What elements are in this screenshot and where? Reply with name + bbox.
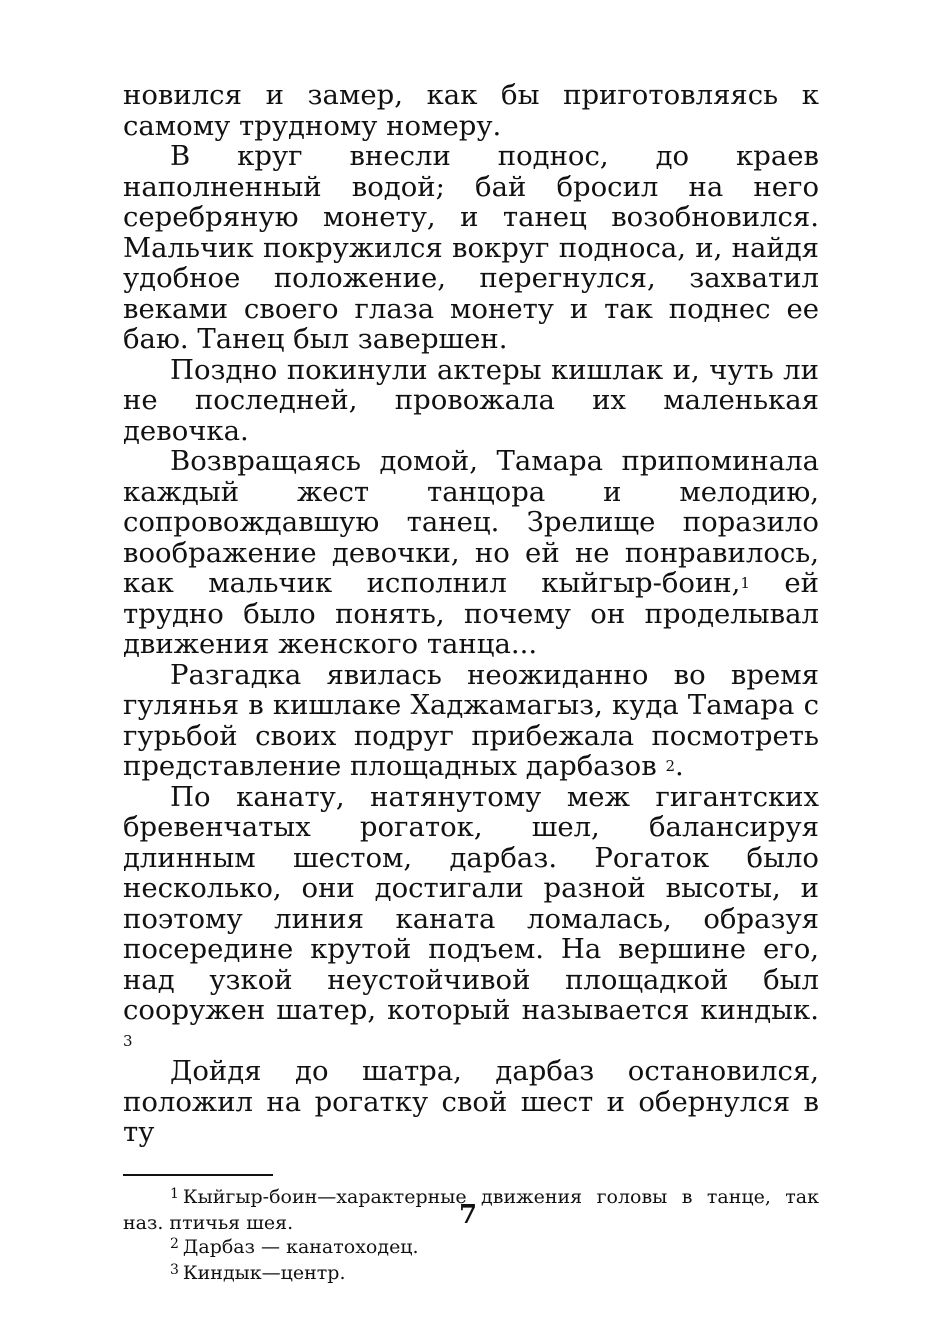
paragraph-3 <box>123 355 819 447</box>
footnote-reference: 3 <box>123 1031 133 1050</box>
paragraph-5 <box>123 660 819 782</box>
footnote-mark: 1 <box>170 1185 179 1202</box>
paragraph-text: В круг внесли поднос, до краев наполненный водой; бай бросил на него серебряную монету, и танец возобновился. Мальчик покружился вокруг подноса, и, найдя удобное положение, перегнулся, захватил веками своего глаза монету и так поднес ее баю. Танец был завершен. <box>123 140 819 355</box>
paragraph-1 <box>123 80 819 141</box>
main-text <box>123 80 819 1148</box>
paragraph-text: новился и замер, как бы приготовляясь к самому трудному номеру. <box>123 79 819 142</box>
paragraph-text: ей трудно было понять, почему он проделывал движения женского танца... <box>123 567 819 660</box>
paragraph-2 <box>123 141 819 355</box>
paragraph-6 <box>123 782 819 1057</box>
footnote-2 <box>123 1235 819 1261</box>
footnote-mark: 2 <box>170 1235 179 1252</box>
paragraph-text: По канату, натянутому меж гигантских бревенчатых рогаток, шел, балансируя длинным шестом, дарбаз. Рогаток было несколько, они достигали разной высоты, и поэтому линия каната ломалась, образуя посередине крутой подъем. На вершине его, над узкой неустойчивой площадкой был сооружен шатер, который называется киндык. <box>123 780 819 1026</box>
paragraph-text: Дойдя до шатра, дарбаз остановился, положил на рогатку свой шест и обернулся в ту <box>123 1055 819 1148</box>
footnote-reference: 1 <box>740 574 750 592</box>
footnote-divider <box>123 1174 273 1176</box>
page-number: 7 <box>458 1200 478 1230</box>
footnote-3 <box>123 1261 819 1287</box>
paragraph-text: Возвращаясь домой, Тамара припоминала каждый жест танцора и мелодию, сопровождавшую танец. Зрелище поразило воображение девочки, но ей не понравилось, как мальчик исполнил кыйгыр-боин, <box>123 445 819 599</box>
paragraph-text: Поздно покинули актеры кишлак и, чуть ли не последней, провожала их маленькая девочка. <box>123 353 819 447</box>
footnote-mark: 3 <box>170 1261 179 1278</box>
book-page <box>123 80 819 1287</box>
paragraph-7 <box>123 1056 819 1148</box>
footnote-text: Кыйгыр-боин—характерные движения головы в танце, так наз. птичья шея. <box>123 1185 819 1234</box>
paragraph-text: . <box>674 750 684 782</box>
paragraph-4 <box>123 446 819 660</box>
footnote-text: Киндык—центр. <box>182 1261 346 1284</box>
footnote-text: Дарбаз — канатоходец. <box>182 1235 419 1258</box>
footnote-reference: 2 <box>665 757 675 775</box>
paragraph-text: Разгадка явилась неожиданно во время гулянья в кишлаке Хаджамагыз, куда Тамара с гурьбой своих подруг прибежала посмотреть представление площадных дарбазов <box>123 658 819 782</box>
